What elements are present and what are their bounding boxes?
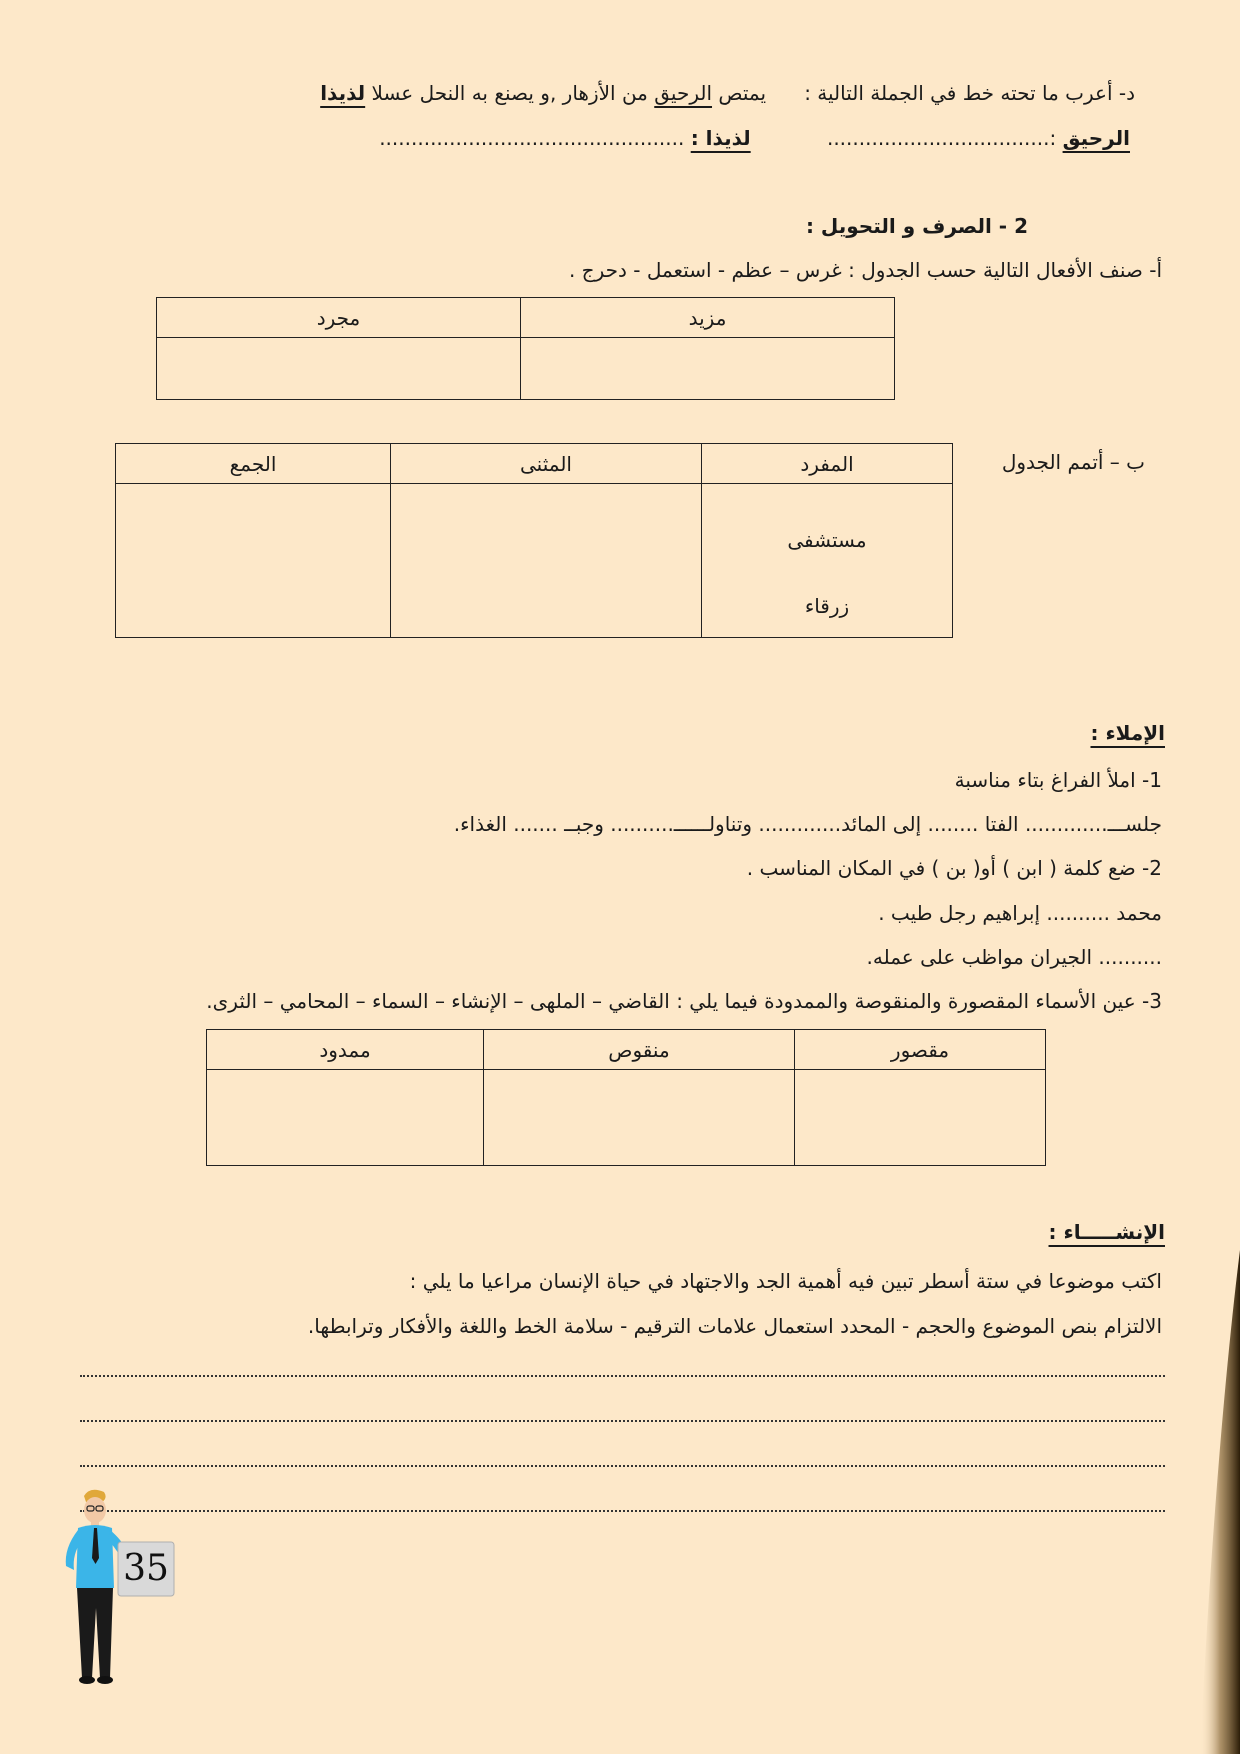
imla-q1-line[interactable]: جلســـ............. الفتا ........ إلى المائد............. وتناولــــــ.......... وجبــ ....... الغذاء. bbox=[453, 812, 1162, 836]
insha-criteria: الالتزام بنص الموضوع والحجم - المحدد استعمال علامات الترقيم - سلامة الخط واللغة والأفكار وترابطها. bbox=[307, 1314, 1162, 1338]
sarf-question-b: ب – أتمم الجدول bbox=[1001, 450, 1145, 474]
word-zarqa: زرقاء bbox=[804, 594, 850, 618]
table-cell[interactable] bbox=[521, 338, 895, 400]
word-mustashfa: مستشفى bbox=[787, 528, 867, 552]
table-header-maqsur: مقصور bbox=[795, 1030, 1046, 1070]
names-table bbox=[206, 1029, 1046, 1166]
table-cell[interactable] bbox=[795, 1070, 1046, 1166]
sentence-part: من الأزهار ,و يصنع به النحل عسلا bbox=[371, 81, 648, 105]
sarf-question-a: أ- صنف الأفعال التالية حسب الجدول : غرس – عظم - استعمل - دحرج . bbox=[568, 258, 1162, 282]
table-cell[interactable] bbox=[391, 484, 702, 638]
underlined-word-ladhidh: لذيذا bbox=[320, 81, 366, 105]
answer-label-rahiq: الرحيق bbox=[1062, 126, 1130, 150]
table-header-muthanna: المثنى bbox=[391, 444, 702, 484]
table-header-manqus: منقوص bbox=[484, 1030, 795, 1070]
table-cell[interactable] bbox=[484, 1070, 795, 1166]
imla-q3: 3- عين الأسماء المقصورة والمنقوصة والممدودة فيما يلي : القاضي – الملهى – الإنشاء – السماء – المحامي – الثرى. bbox=[206, 989, 1162, 1013]
table-header-mamdud: ممدود bbox=[207, 1030, 484, 1070]
writing-line[interactable] bbox=[80, 1465, 1165, 1467]
imla-q1: 1- املأ الفراغ بتاء مناسبة bbox=[954, 768, 1162, 792]
table-header-mufrad: المفرد bbox=[702, 444, 953, 484]
page-curl-shadow bbox=[1180, 1250, 1240, 1754]
imla-q2-line1[interactable]: محمد .......... إبراهيم رجل طيب . bbox=[878, 901, 1162, 925]
answer-label-ladhidh: لذيذا : bbox=[690, 126, 751, 150]
table-header-jam: الجمع bbox=[116, 444, 391, 484]
table-cell-mufrad bbox=[702, 484, 953, 638]
mascot-figure bbox=[60, 1488, 190, 1698]
table-cell[interactable] bbox=[116, 484, 391, 638]
answer-blank[interactable]: :................................... bbox=[826, 126, 1057, 150]
question-text: د- أعرب ما تحته خط في الجملة التالية : bbox=[804, 81, 1135, 105]
writing-line[interactable] bbox=[80, 1420, 1165, 1422]
table-cell[interactable] bbox=[157, 338, 521, 400]
writing-line[interactable] bbox=[80, 1375, 1165, 1377]
imla-heading: الإملاء : bbox=[1090, 721, 1165, 745]
table-cell[interactable] bbox=[207, 1070, 484, 1166]
table-header-mujarrad: مجرد bbox=[157, 298, 521, 338]
section-d-answers bbox=[60, 124, 1130, 152]
sarf-heading: 2 - الصرف و التحويل : bbox=[805, 214, 1028, 238]
page-number: 35 bbox=[123, 1548, 169, 1589]
insha-heading: الإنشـــــاء : bbox=[1048, 1220, 1165, 1244]
verbs-table bbox=[156, 297, 895, 400]
writing-line[interactable] bbox=[80, 1510, 1165, 1512]
table-header-mazid: مزيد bbox=[521, 298, 895, 338]
imla-q2: 2- ضع كلمة ( ابن ) أو( بن ) في المكان المناسب . bbox=[746, 856, 1162, 880]
answer-blank[interactable]: ................................................ bbox=[379, 126, 685, 150]
insha-instruction: اكتب موضوعا في ستة أسطر تبين فيه أهمية الجد والاجتهاد في حياة الإنسان مراعيا ما يلي : bbox=[409, 1269, 1162, 1293]
section-d-question bbox=[60, 79, 1135, 107]
underlined-word-rahiq: الرحيق bbox=[654, 81, 713, 105]
imla-q2-line2[interactable]: .......... الجيران مواظب على عمله. bbox=[866, 945, 1162, 969]
sentence-part: يمتص bbox=[718, 81, 767, 105]
number-table bbox=[115, 443, 953, 638]
